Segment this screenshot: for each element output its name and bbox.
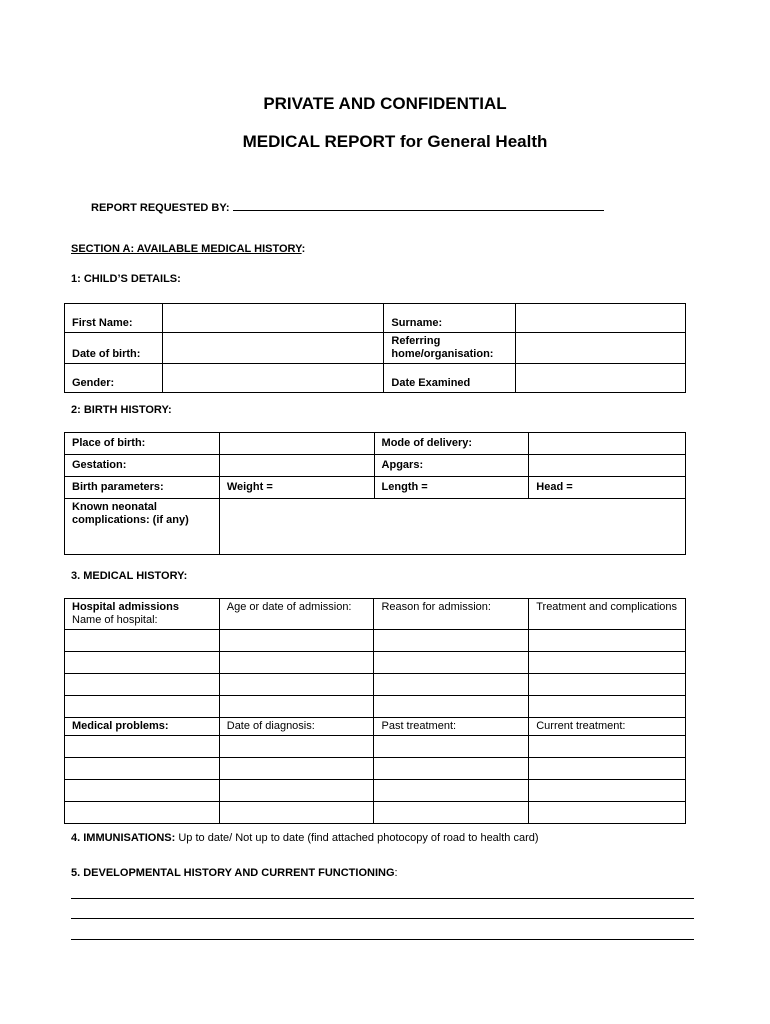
cell[interactable] [65, 696, 220, 718]
cell[interactable] [219, 736, 374, 758]
gestation-label: Gestation: [65, 455, 220, 477]
cell[interactable] [374, 696, 529, 718]
table-row [65, 736, 686, 758]
childs-details-heading: 1: CHILD’S DETAILS: [71, 273, 181, 285]
mode-of-delivery-label: Mode of delivery: [374, 433, 529, 455]
cell[interactable] [65, 674, 220, 696]
surname-field[interactable] [516, 304, 686, 333]
apgars-label: Apgars: [374, 455, 529, 477]
hospital-admissions-label: Hospital admissions [72, 601, 179, 613]
apgars-field[interactable] [529, 455, 686, 477]
cell[interactable] [374, 780, 529, 802]
age-or-date-header: Age or date of admission: [219, 599, 374, 630]
section-a-heading [71, 243, 305, 255]
table-row [65, 630, 686, 652]
cell[interactable] [374, 758, 529, 780]
development-answer-line[interactable] [71, 918, 694, 919]
section-a-label: SECTION A: AVAILABLE MEDICAL HISTORY [71, 243, 302, 255]
gestation-field[interactable] [219, 455, 374, 477]
cell[interactable] [529, 780, 686, 802]
cell[interactable] [65, 652, 220, 674]
cell[interactable] [65, 736, 220, 758]
cell[interactable] [65, 780, 220, 802]
development-answer-line[interactable] [71, 898, 694, 899]
name-of-hospital-label: Name of hospital: [72, 614, 158, 626]
place-of-birth-field[interactable] [219, 433, 374, 455]
development-label: 5. DEVELOPMENTAL HISTORY AND CURRENT FUNCTIONING [71, 867, 395, 879]
cell[interactable] [529, 696, 686, 718]
cell[interactable] [529, 736, 686, 758]
date-of-birth-label: Date of birth: [65, 333, 163, 364]
cell[interactable] [219, 802, 374, 824]
immunisations-line [71, 832, 539, 844]
immunisations-label: 4. IMMUNISATIONS: [71, 832, 176, 844]
immunisations-text: Up to date/ Not up to date (find attached photocopy of road to health card) [178, 832, 539, 844]
weight-field[interactable]: Weight = [219, 477, 374, 499]
cell[interactable] [65, 758, 220, 780]
gender-label: Gender: [65, 364, 163, 393]
date-examined-label: Date Examined [384, 364, 516, 393]
treatment-header: Treatment and complications [529, 599, 686, 630]
cell[interactable] [219, 630, 374, 652]
cell[interactable] [219, 696, 374, 718]
page-title: PRIVATE AND CONFIDENTIAL [263, 94, 507, 113]
cell[interactable] [529, 802, 686, 824]
past-treatment-header: Past treatment: [374, 718, 529, 736]
first-name-label: First Name: [65, 304, 163, 333]
medical-history-table [64, 598, 686, 824]
cell[interactable] [219, 780, 374, 802]
referring-field[interactable] [516, 333, 686, 364]
cell[interactable] [374, 630, 529, 652]
report-requested-field[interactable] [233, 200, 604, 211]
hospital-admissions-header [65, 599, 220, 630]
table-row [65, 758, 686, 780]
first-name-field[interactable] [162, 304, 384, 333]
cell[interactable] [374, 674, 529, 696]
mode-of-delivery-field[interactable] [529, 433, 686, 455]
neonatal-complications-label: Known neonatal complications: (if any) [65, 499, 220, 555]
date-of-diagnosis-header: Date of diagnosis: [219, 718, 374, 736]
place-of-birth-label: Place of birth: [65, 433, 220, 455]
childs-details-table [64, 303, 686, 393]
cell[interactable] [374, 652, 529, 674]
reason-header: Reason for admission: [374, 599, 529, 630]
cell[interactable] [219, 652, 374, 674]
cell[interactable] [529, 652, 686, 674]
table-row [65, 674, 686, 696]
table-row [65, 652, 686, 674]
birth-parameters-label: Birth parameters: [65, 477, 220, 499]
length-field[interactable]: Length = [374, 477, 529, 499]
development-heading [71, 867, 398, 879]
cell[interactable] [219, 674, 374, 696]
cell[interactable] [374, 802, 529, 824]
cell[interactable] [374, 736, 529, 758]
table-row [65, 780, 686, 802]
cell[interactable] [65, 630, 220, 652]
birth-history-heading: 2: BIRTH HISTORY: [71, 404, 172, 416]
birth-history-table [64, 432, 686, 555]
surname-label: Surname: [384, 304, 516, 333]
table-row [65, 696, 686, 718]
date-examined-field[interactable] [516, 364, 686, 393]
neonatal-complications-field[interactable] [219, 499, 685, 555]
medical-history-heading: 3. MEDICAL HISTORY: [71, 570, 188, 582]
cell[interactable] [529, 674, 686, 696]
cell[interactable] [65, 802, 220, 824]
current-treatment-header: Current treatment: [529, 718, 686, 736]
referring-label: Referring home/organisation: [384, 333, 516, 364]
report-requested-label: REPORT REQUESTED BY: [91, 202, 230, 214]
development-answer-line[interactable] [71, 939, 694, 940]
cell[interactable] [529, 630, 686, 652]
medical-problems-header: Medical problems: [65, 718, 220, 736]
cell[interactable] [529, 758, 686, 780]
report-requested-by [91, 200, 604, 214]
date-of-birth-field[interactable] [162, 333, 384, 364]
development-colon: : [394, 867, 398, 879]
cell[interactable] [219, 758, 374, 780]
table-row [65, 802, 686, 824]
page-subtitle: MEDICAL REPORT for General Health [242, 132, 548, 151]
section-a-colon: : [301, 243, 306, 255]
head-field[interactable]: Head = [529, 477, 686, 499]
gender-field[interactable] [162, 364, 384, 393]
